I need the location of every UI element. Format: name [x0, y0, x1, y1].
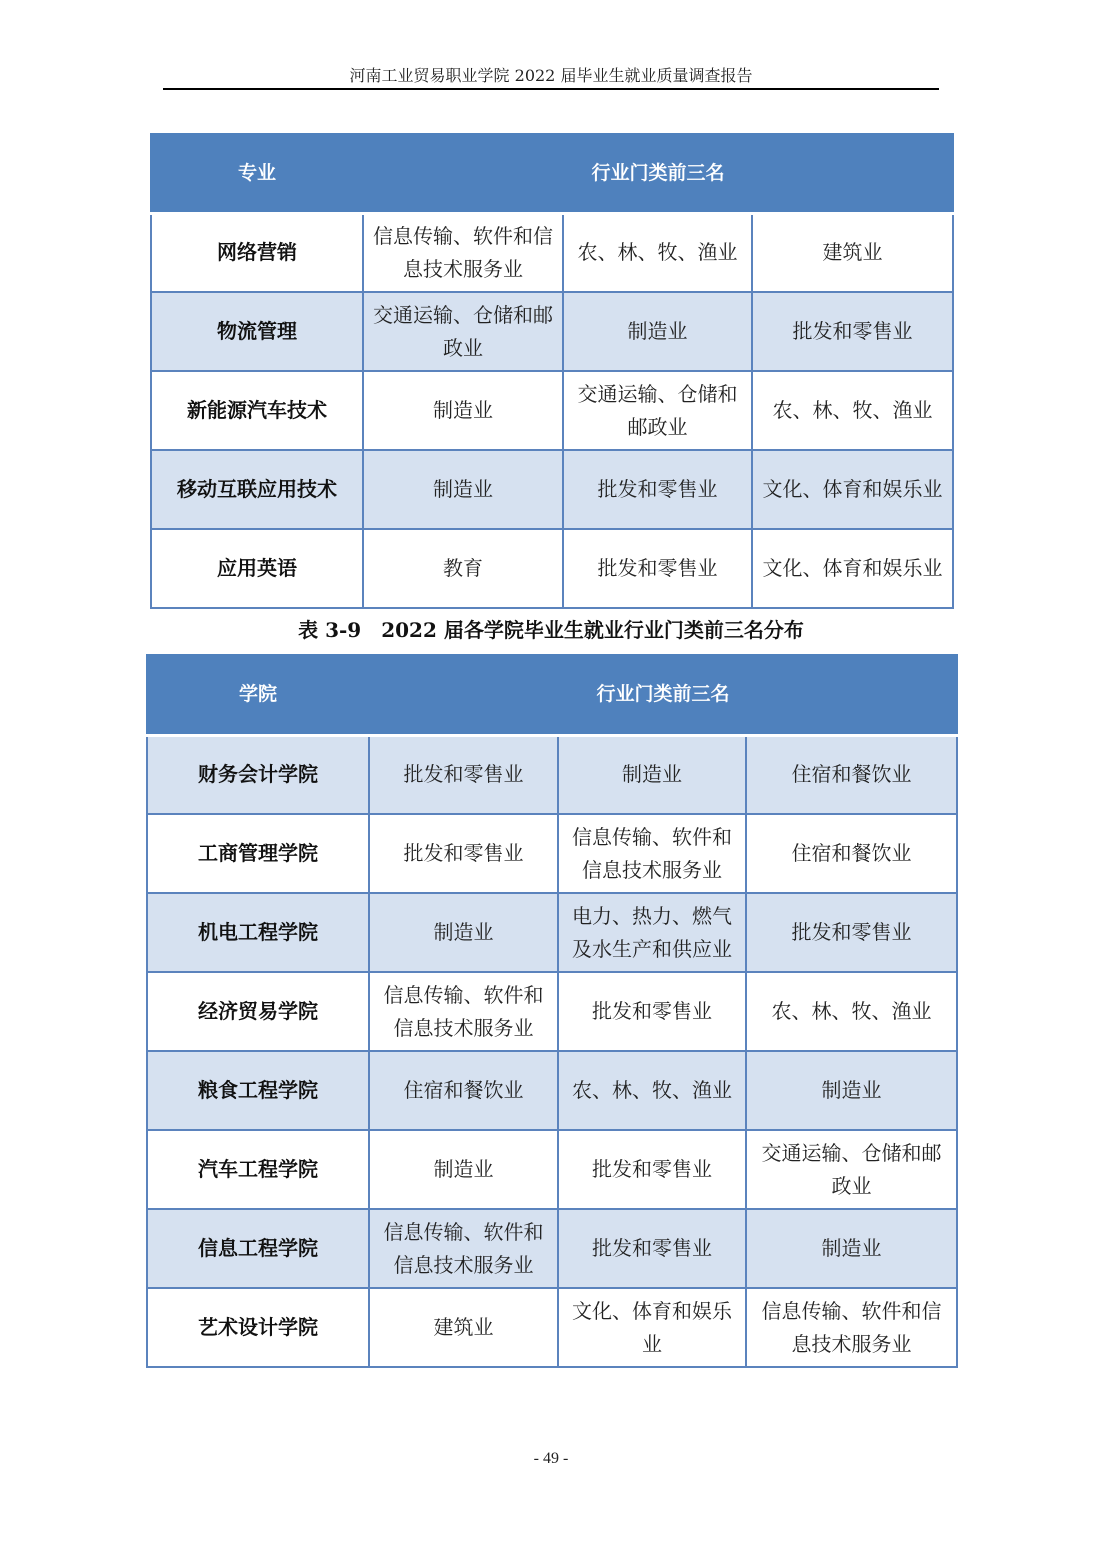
- industry-rank-2: 制造业: [563, 292, 752, 371]
- industry-rank-3: 文化、体育和娱乐业: [752, 529, 953, 608]
- college-name: 汽车工程学院: [147, 1130, 369, 1209]
- majors-industry-table: [150, 133, 954, 609]
- college-name: 机电工程学院: [147, 893, 369, 972]
- industry-rank-1: 制造业: [369, 893, 558, 972]
- industry-rank-2: 批发和零售业: [558, 1209, 746, 1288]
- college-name: 经济贸易学院: [147, 972, 369, 1051]
- industry-rank-3: 建筑业: [752, 213, 953, 292]
- table-row: [147, 893, 957, 972]
- colleges-industry-table: [146, 654, 958, 1368]
- industry-rank-2: 文化、体育和娱乐业: [558, 1288, 746, 1367]
- industry-rank-2: 批发和零售业: [563, 450, 752, 529]
- industry-rank-3: 制造业: [746, 1209, 957, 1288]
- table-row: [147, 972, 957, 1051]
- industry-rank-2: 交通运输、仓储和邮政业: [563, 371, 752, 450]
- running-header: 河南工业贸易职业学院 2022 届毕业生就业质量调查报告: [349, 66, 753, 85]
- industry-rank-3: 文化、体育和娱乐业: [752, 450, 953, 529]
- industry-rank-1: 信息传输、软件和信息技术服务业: [369, 1209, 558, 1288]
- industry-rank-1: 住宿和餐饮业: [369, 1051, 558, 1130]
- industry-rank-3: 批发和零售业: [746, 893, 957, 972]
- table-row: [147, 814, 957, 893]
- page-number: - 49 -: [533, 1450, 569, 1467]
- column-header-top3-industries: 行业门类前三名: [363, 134, 953, 213]
- industry-rank-2-text: 电力、热力、燃气及水生产和供应业: [572, 903, 732, 961]
- table-row: [151, 292, 953, 371]
- column-header-major: 专业: [151, 134, 363, 213]
- industry-rank-3: 住宿和餐饮业: [746, 814, 957, 893]
- table-row: [147, 1130, 957, 1209]
- table-row: [151, 529, 953, 608]
- industry-rank-1: 制造业: [363, 450, 563, 529]
- header-rule: [163, 88, 939, 90]
- industry-rank-2: 批发和零售业: [558, 1130, 746, 1209]
- table-row: [151, 371, 953, 450]
- industry-rank-1: 批发和零售业: [369, 814, 558, 893]
- industry-rank-1: 批发和零售业: [369, 735, 558, 814]
- industry-rank-3: 交通运输、仓储和邮政业: [746, 1130, 957, 1209]
- table-row: [147, 735, 957, 814]
- college-name: 粮食工程学院: [147, 1051, 369, 1130]
- industry-rank-2: 批发和零售业: [558, 972, 746, 1051]
- college-name: 工商管理学院: [147, 814, 369, 893]
- table-row: [147, 1209, 957, 1288]
- college-name: 财务会计学院: [147, 735, 369, 814]
- industry-rank-3: 住宿和餐饮业: [746, 735, 957, 814]
- major-name: 应用英语: [151, 529, 363, 608]
- industry-rank-2: 制造业: [558, 735, 746, 814]
- industry-rank-3: 批发和零售业: [752, 292, 953, 371]
- industry-rank-1: 信息传输、软件和信息技术服务业: [363, 213, 563, 292]
- industry-rank-2: 批发和零售业: [563, 529, 752, 608]
- industry-rank-2: 农、林、牧、渔业: [558, 1051, 746, 1130]
- industry-rank-3: 制造业: [746, 1051, 957, 1130]
- college-name: 艺术设计学院: [147, 1288, 369, 1367]
- column-header-college: 学院: [147, 655, 369, 735]
- industry-rank-1: 交通运输、仓储和邮政业: [363, 292, 563, 371]
- table-row: [147, 1051, 957, 1130]
- column-header-top3-industries: 行业门类前三名: [369, 655, 957, 735]
- industry-rank-3: 信息传输、软件和信息技术服务业: [746, 1288, 957, 1367]
- table-row: [151, 213, 953, 292]
- industry-rank-2: 信息传输、软件和信息技术服务业: [558, 814, 746, 893]
- major-name: 物流管理: [151, 292, 363, 371]
- table-header-row: [151, 134, 953, 213]
- table-row: [151, 450, 953, 529]
- table-caption: 表 3-9 2022 届各学院毕业生就业行业门类前三名分布: [298, 618, 804, 642]
- table-header-row: [147, 655, 957, 735]
- industry-rank-3: 农、林、牧、渔业: [746, 972, 957, 1051]
- major-name: 新能源汽车技术: [151, 371, 363, 450]
- industry-rank-3: 农、林、牧、渔业: [752, 371, 953, 450]
- table-row: [147, 1288, 957, 1367]
- college-name: 信息工程学院: [147, 1209, 369, 1288]
- industry-rank-1: 制造业: [363, 371, 563, 450]
- industry-rank-2: [558, 893, 746, 972]
- industry-rank-1: 制造业: [369, 1130, 558, 1209]
- industry-rank-1: 教育: [363, 529, 563, 608]
- major-name: 网络营销: [151, 213, 363, 292]
- industry-rank-1: 信息传输、软件和信息技术服务业: [369, 972, 558, 1051]
- industry-rank-1: 建筑业: [369, 1288, 558, 1367]
- major-name: 移动互联应用技术: [151, 450, 363, 529]
- industry-rank-2: 农、林、牧、渔业: [563, 213, 752, 292]
